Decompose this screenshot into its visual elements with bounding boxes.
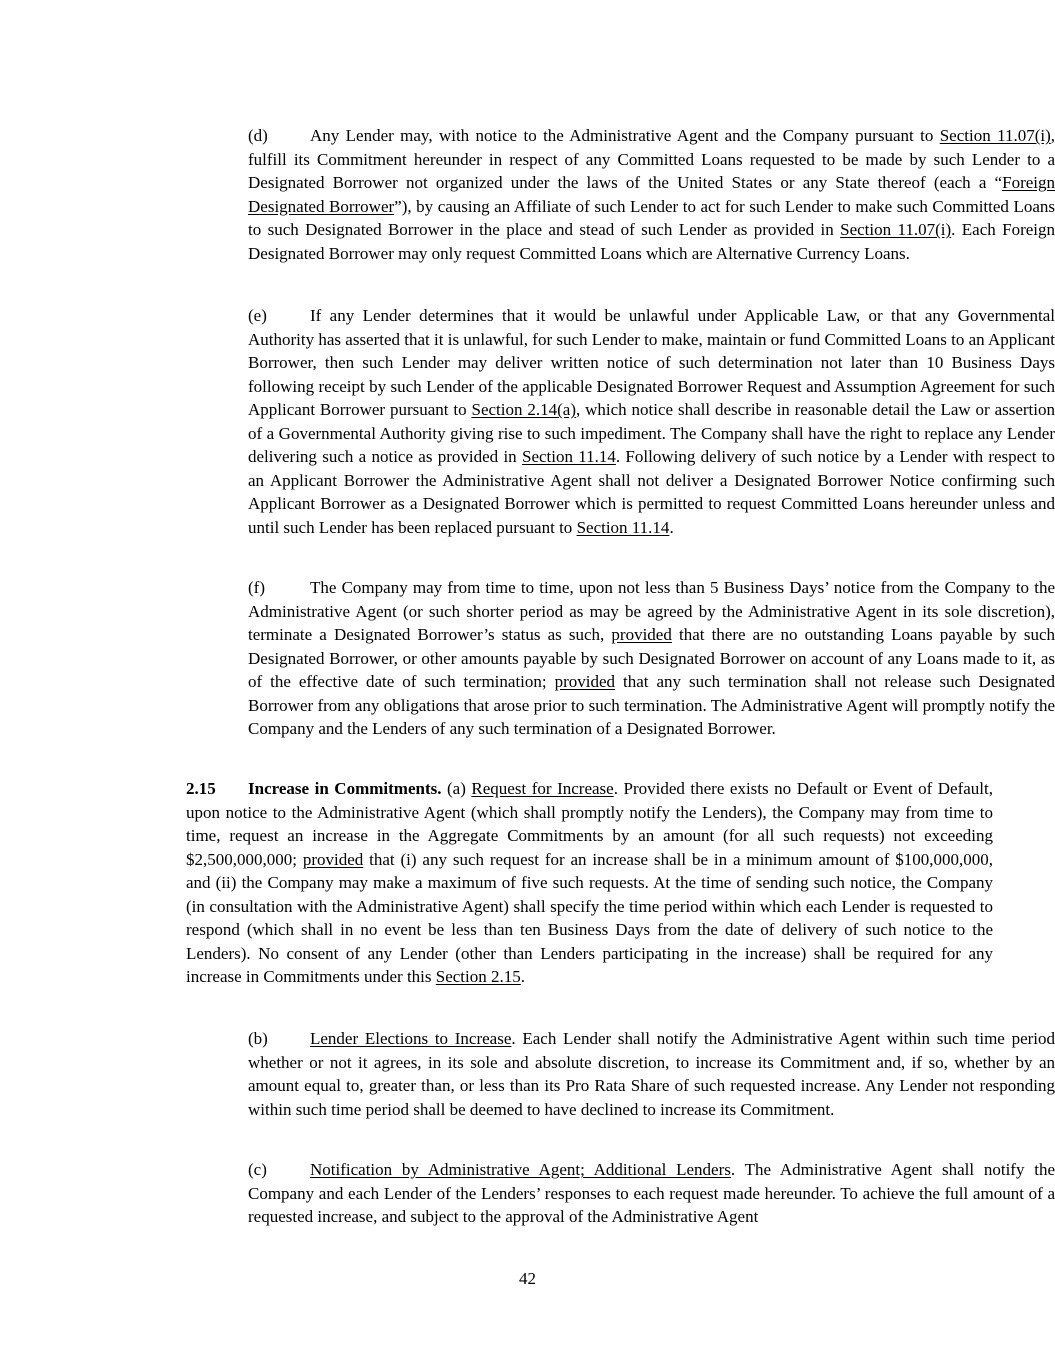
- section-2-15: [124, 777, 993, 989]
- paragraph-text: . Each Foreign Designated Borrower may only request Committed Loans which are Alternative Currency Loans.: [248, 220, 1055, 263]
- paragraph-label: (b): [248, 1029, 268, 1048]
- page-number: 42: [519, 1269, 536, 1288]
- section-title: Increase in Commitments.: [248, 779, 442, 798]
- defined-term: Foreign Designated Borrower: [248, 173, 1055, 216]
- paragraph-label: (c): [248, 1160, 267, 1179]
- paragraph-text: ”), by causing an Affiliate of such Lender to act for such Lender to make such Committed Loans to such Designated Borrower in the place and stead of such Lender as provided in: [248, 196, 1055, 239]
- paragraph-text: . Provided there exists no Default or Event of Default, upon notice to the Administrative Agent (which shall promptly notify the Lenders), the Company may from time to time, request an increase in the Aggregate Commitments by an amount (for all such requests) not exceeding $2,500,000,000;: [186, 779, 993, 869]
- section-reference: Section 11.07(i): [939, 126, 1051, 145]
- section-reference: Section 11.07(i): [840, 220, 952, 239]
- paragraph-text: .: [669, 517, 674, 537]
- subsection-heading: Request for Increase: [471, 779, 614, 798]
- paragraph-label: (f): [248, 578, 265, 597]
- section-number: 2.15: [186, 779, 216, 798]
- paragraph-text: , fulfill its Commitment hereunder in respect of any Committed Loans requested to be made by such Lender to a Designated Borrower not organized under the laws of the United States or any State thereof (each a “: [248, 126, 1055, 192]
- paragraph-text: Any Lender may, with notice to the Administrative Agent and the Company pursuant to: [310, 126, 940, 145]
- subsection-label: (a): [441, 779, 472, 798]
- paragraph-text: . The Administrative Agent shall notify the Company and each Lender of the Lenders’ responses to each request made hereunder. To achieve the full amount of a requested increase, and subject to the approval of the Administrative Agent: [248, 1160, 1055, 1226]
- paragraph-text: . Each Lender shall notify the Administrative Agent within such time period whether or not it agrees, in its sole and absolute discretion, to increase its Commitment and, if so, whether by an amount equal to, greater than, or less than its Pro Rata Share of such requested increase. Any Lender not responding within such time period shall be deemed to have declined to increase its Commitment.: [248, 1029, 1055, 1119]
- paragraph-text: that there are no outstanding Loans payable by such Designated Borrower, or other amounts payable by such Designated Borrower on account of any Loans made to it, as of the effective date of such termination;: [248, 625, 1055, 691]
- paragraph-f: [124, 576, 1055, 741]
- paragraph-label: (e): [248, 306, 267, 325]
- section-reference: Section 2.14(a): [471, 400, 576, 419]
- paragraph-e: [124, 304, 1055, 539]
- proviso-term: provided: [302, 849, 364, 869]
- paragraph-label: (d): [248, 126, 268, 145]
- subsection-heading: Notification by Administrative Agent; Additional Lenders: [310, 1160, 731, 1179]
- paragraph-text: . Following delivery of such notice by a Lender with respect to an Applicant Borrower the Administrative Agent shall not deliver a Designated Borrower Notice confirming such Applicant Borrower as a Designated Borrower which is permitted to request Committed Loans hereunder unless and until such Lender has been replaced pursuant to: [248, 447, 1055, 537]
- paragraph-c: [124, 1158, 1055, 1229]
- paragraph-d: [124, 124, 1055, 265]
- proviso-term: provided: [554, 672, 616, 691]
- paragraph-text: The Company may from time to time, upon not less than 5 Business Days’ notice from the Company to the Administrative Agent (or such shorter period as may be agreed by the Administrative Agent in its sole discretion), terminate a Designated Borrower’s status as such,: [248, 578, 1055, 644]
- section-reference: Section 11.14: [521, 447, 616, 466]
- paragraph-text: , which notice shall describe in reasonable detail the Law or assertion of a Governmental Authority giving rise to such impediment. The Company shall have the right to replace any Lender delivering such a notice as provided in: [248, 400, 1055, 466]
- section-reference: Section 11.14: [576, 517, 670, 537]
- paragraph-text: .: [520, 967, 526, 986]
- paragraph-text: that any such termination shall not release such Designated Borrower from any obligations that arose prior to such termination. The Administrative Agent will promptly notify the Company and the Lenders of any such termination of a Designated Borrower.: [248, 672, 1055, 738]
- section-reference: Section 2.15: [435, 967, 521, 986]
- paragraph-text: that (i) any such request for an increase shall be in a minimum amount of $100,000,000, and (ii) the Company may make a maximum of five such requests. At the time of sending such notice, the Company (in consultation with the Administrative Agent) shall specify the time period within which each Lender is requested to respond (which shall in no event be less than ten Business Days from the date of delivery of such notice to the Lenders). No consent of any Lender (other than Lenders participating in the increase) shall be required for any increase in Commitments under this: [186, 849, 993, 986]
- subsection-heading: Lender Elections to Increase: [310, 1029, 512, 1048]
- paragraph-b: [124, 1027, 1055, 1121]
- paragraph-text: If any Lender determines that it would be unlawful under Applicable Law, or that any Governmental Authority has asserted that it is unlawful, for such Lender to make, maintain or fund Committed Loans to an Applicant Borrower, then such Lender may deliver written notice of such determination not later than 10 Business Days following receipt by such Lender of the applicable Designated Borrower Request and Assumption Agreement for such Applicant Borrower pursuant to: [248, 306, 1055, 419]
- proviso-term: provided: [611, 625, 672, 644]
